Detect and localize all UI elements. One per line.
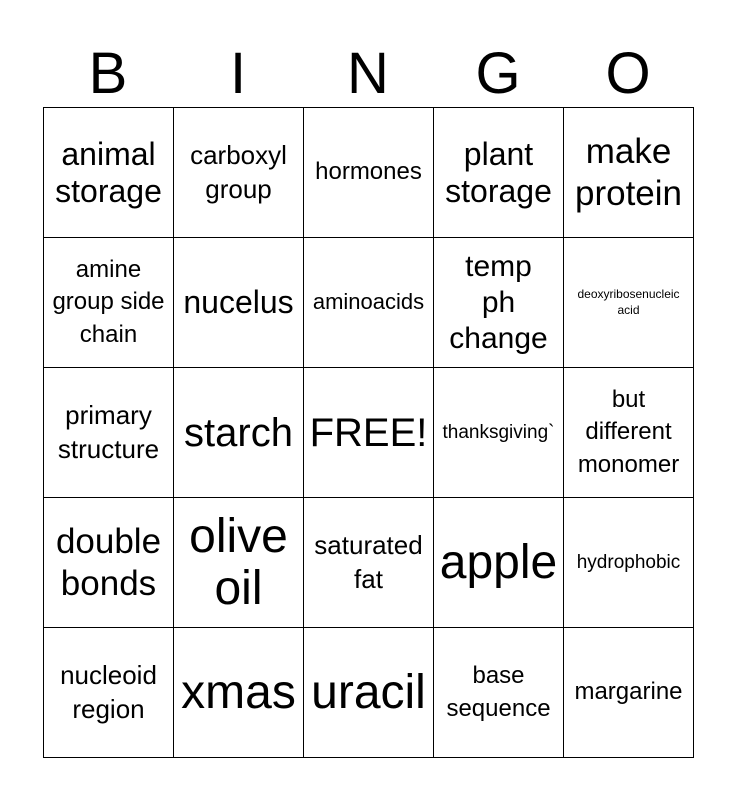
free-space-cell[interactable] <box>304 368 434 498</box>
bingo-cell[interactable] <box>304 238 434 368</box>
bingo-cell[interactable] <box>564 238 694 368</box>
cell-text: animal storage <box>55 135 162 209</box>
bingo-cell[interactable] <box>434 238 564 368</box>
bingo-cell[interactable] <box>434 498 564 628</box>
cell-text: hydrophobic <box>576 551 681 573</box>
cell-text: double bonds <box>55 521 162 603</box>
header-letter-i: I <box>229 41 247 106</box>
cell-text: olive oil <box>189 509 288 615</box>
header-letter-g: G <box>475 41 521 106</box>
cell-text: uracil <box>311 665 426 719</box>
bingo-cell[interactable] <box>434 108 564 238</box>
header-letter-b: B <box>88 41 128 106</box>
cell-text: nucelus <box>183 284 294 321</box>
cell-text: primary structure <box>57 399 160 464</box>
bingo-cell[interactable] <box>44 238 174 368</box>
cell-text: nucleoid region <box>60 659 157 724</box>
bingo-cell[interactable] <box>304 108 434 238</box>
bingo-cell[interactable] <box>44 108 174 238</box>
header-letter-n: N <box>347 41 389 106</box>
cell-text: apple <box>439 535 558 589</box>
cell-text: xmas <box>181 665 296 719</box>
bingo-cell[interactable] <box>174 628 304 758</box>
bingo-cell[interactable] <box>434 628 564 758</box>
bingo-cell[interactable] <box>44 368 174 498</box>
bingo-cell[interactable] <box>304 498 434 628</box>
cell-text: but different monomer <box>577 385 680 478</box>
cell-text: starch <box>184 410 293 455</box>
bingo-cell[interactable] <box>174 238 304 368</box>
bingo-board <box>43 107 694 758</box>
cell-text: saturated fat <box>314 529 423 594</box>
cell-text: deoxyribosenucleic acid <box>577 286 680 317</box>
header-letter-o: O <box>605 41 651 106</box>
cell-text: thanksgiving` <box>442 421 555 443</box>
bingo-cell[interactable] <box>174 108 304 238</box>
bingo-cell[interactable] <box>174 368 304 498</box>
cell-text: plant storage <box>445 135 552 209</box>
bingo-cell[interactable] <box>564 498 694 628</box>
bingo-cell[interactable] <box>564 108 694 238</box>
cell-text: margarine <box>574 678 683 706</box>
cell-text: aminoacids <box>312 289 425 315</box>
bingo-cell[interactable] <box>44 628 174 758</box>
cell-text: make protein <box>574 131 683 213</box>
cell-text: base sequence <box>446 662 551 722</box>
cell-text: amine group side chain <box>52 255 165 348</box>
cell-text: temp ph change <box>449 249 548 355</box>
bingo-cell[interactable] <box>434 368 564 498</box>
cell-text: carboxyl group <box>190 139 287 204</box>
bingo-cell[interactable] <box>564 628 694 758</box>
bingo-cell[interactable] <box>564 368 694 498</box>
cell-text: hormones <box>315 158 422 186</box>
bingo-cell[interactable] <box>304 628 434 758</box>
bingo-cell[interactable] <box>174 498 304 628</box>
bingo-cell[interactable] <box>44 498 174 628</box>
free-space-text: FREE! <box>309 410 428 455</box>
bingo-header <box>43 40 693 108</box>
